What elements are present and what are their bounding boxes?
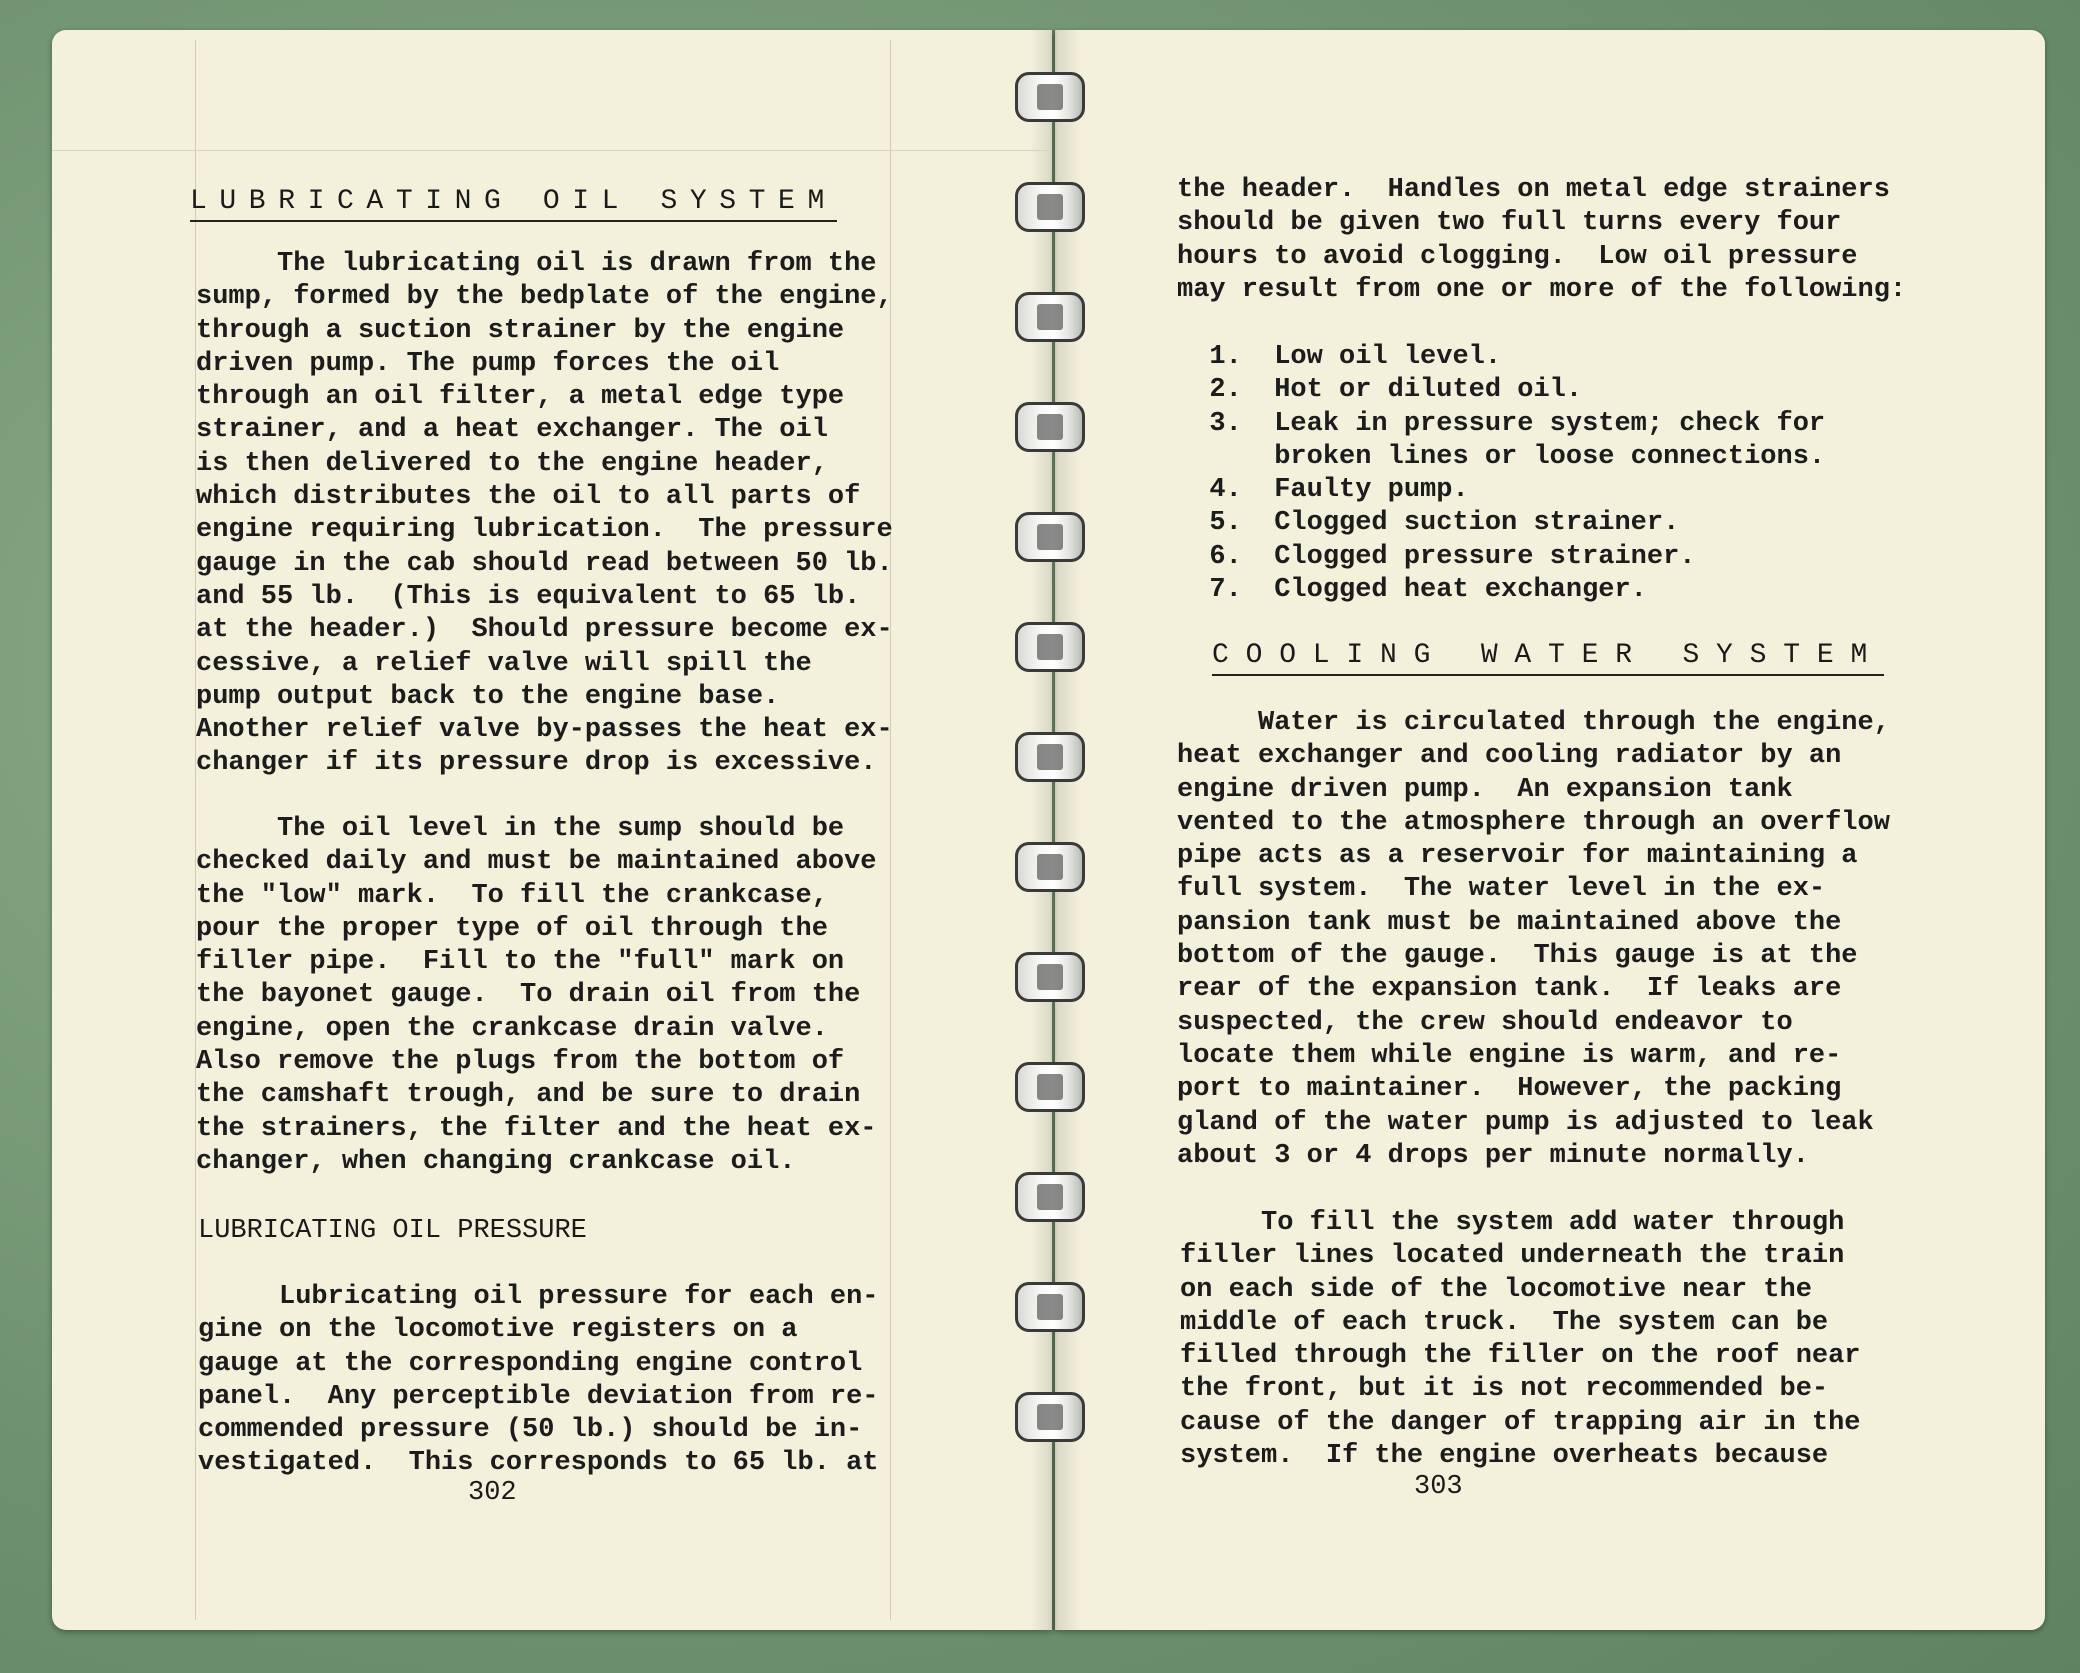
text-line: panel. Any perceptible deviation from re-: [198, 1381, 879, 1412]
text-line: gauge in the cab should read between 50 lb.: [196, 548, 893, 579]
text-line: the "low" mark. To fill the crankcase,: [196, 880, 828, 911]
text-line: the header. Handles on metal edge strainers: [1177, 175, 1890, 205]
text-line: The lubricating oil is drawn from the: [196, 249, 877, 279]
text-line: filled through the filler on the roof near: [1180, 1341, 1861, 1372]
binding-ring-slot: [1037, 414, 1063, 440]
text-line: about 3 or 4 drops per minute normally.: [1177, 1140, 1809, 1171]
text-line: 5. Clogged suction strainer.: [1177, 508, 1680, 539]
right-numbered-list: [1177, 341, 1825, 607]
binding-ring-slot: [1037, 744, 1063, 770]
text-line: on each side of the locomotive near the: [1180, 1274, 1812, 1305]
left-page-guide-top: [52, 150, 1052, 151]
text-line: engine, open the crankcase drain valve.: [196, 1013, 828, 1044]
binding-ring: [1007, 180, 1093, 236]
text-line: locate them while engine is warm, and re-: [1177, 1040, 1842, 1071]
left-page-number: 302: [468, 1478, 517, 1508]
text-line: gland of the water pump is adjusted to leak: [1177, 1107, 1874, 1138]
binding-ring: [1007, 1390, 1093, 1446]
binding-ring: [1007, 70, 1093, 126]
text-line: Another relief valve by-passes the heat ex-: [196, 715, 893, 746]
text-line: gine on the locomotive registers on a: [198, 1315, 798, 1346]
text-line: 3. Leak in pressure system; check for: [1177, 408, 1826, 439]
binding-ring: [1007, 1170, 1093, 1226]
text-line: the camshaft trough, and be sure to drain: [196, 1080, 861, 1111]
text-line: pour the proper type of oil through the: [196, 913, 828, 944]
text-line: full system. The water level in the ex-: [1177, 874, 1826, 905]
binding-ring-slot: [1037, 194, 1063, 220]
binding-ring-slot: [1037, 964, 1063, 990]
right-page-heading: COOLING WATER SYSTEM: [1212, 640, 1884, 676]
right-page-number: 303: [1414, 1472, 1463, 1502]
text-line: cessive, a relief valve will spill the: [196, 648, 812, 679]
text-line: engine driven pump. An expansion tank: [1177, 774, 1793, 805]
binding-ring: [1007, 840, 1093, 896]
text-line: through a suction strainer by the engine: [196, 315, 845, 346]
text-line: 6. Clogged pressure strainer.: [1177, 541, 1696, 572]
text-line: pump output back to the engine base.: [196, 681, 780, 712]
text-line: 2. Hot or diluted oil.: [1177, 375, 1583, 406]
text-line: which distributes the oil to all parts of: [196, 482, 861, 513]
text-line: 4. Faulty pump.: [1177, 475, 1469, 506]
binding-ring: [1007, 620, 1093, 676]
text-line: rear of the expansion tank. If leaks are: [1177, 974, 1842, 1005]
text-line: 1. Low oil level.: [1177, 342, 1502, 372]
binding-ring: [1007, 950, 1093, 1006]
text-line: vestigated. This corresponds to 65 lb. at: [198, 1448, 879, 1479]
text-line: gauge at the corresponding engine control: [198, 1348, 863, 1379]
binding-ring: [1007, 730, 1093, 786]
text-line: system. If the engine overheats because: [1180, 1441, 1829, 1472]
binding-ring: [1007, 400, 1093, 456]
binding-ring-slot: [1037, 84, 1063, 110]
text-line: heat exchanger and cooling radiator by an: [1177, 741, 1842, 772]
binding-ring: [1007, 290, 1093, 346]
binding-ring: [1007, 1060, 1093, 1116]
binding-ring-slot: [1037, 1404, 1063, 1430]
binding-ring-slot: [1037, 304, 1063, 330]
text-line: the strainers, the filter and the heat ex-: [196, 1113, 877, 1144]
text-line: filler lines located underneath the train: [1180, 1241, 1845, 1272]
left-para-2: [196, 813, 877, 1179]
text-line: checked daily and must be maintained above: [196, 847, 877, 878]
text-line: bottom of the gauge. This gauge is at the: [1177, 941, 1858, 972]
binding-ring-slot: [1037, 1074, 1063, 1100]
text-line: Lubricating oil pressure for each en-: [198, 1282, 879, 1312]
text-line: at the header.) Should pressure become ex-: [196, 615, 893, 646]
binding-ring-slot: [1037, 524, 1063, 550]
text-line: broken lines or loose connections.: [1177, 441, 1826, 472]
text-line: the bayonet gauge. To drain oil from the: [196, 980, 861, 1011]
binding-ring: [1007, 1280, 1093, 1336]
binding-ring-slot: [1037, 1184, 1063, 1210]
text-line: commended pressure (50 lb.) should be in-: [198, 1415, 863, 1446]
text-line: should be given two full turns every four: [1177, 208, 1842, 239]
text-line: is then delivered to the engine header,: [196, 448, 828, 479]
text-line: To fill the system add water through: [1180, 1208, 1845, 1238]
text-line: pipe acts as a reservoir for maintaining a: [1177, 841, 1858, 872]
text-line: suspected, the crew should endeavor to: [1177, 1007, 1793, 1038]
binding-ring-slot: [1037, 1294, 1063, 1320]
text-line: strainer, and a heat exchanger. The oil: [196, 415, 828, 446]
left-para-1: [196, 248, 893, 781]
text-line: The oil level in the sump should be: [196, 814, 845, 844]
text-line: hours to avoid clogging. Low oil pressure: [1177, 241, 1858, 272]
text-line: changer if its pressure drop is excessive.: [196, 748, 877, 779]
binding-ring-slot: [1037, 634, 1063, 660]
text-line: may result from one or more of the following:: [1177, 274, 1907, 305]
text-line: the front, but it is not recommended be-: [1180, 1374, 1829, 1405]
right-para-1: [1177, 174, 1906, 307]
text-line: pansion tank must be maintained above the: [1177, 907, 1842, 938]
text-line: port to maintainer. However, the packing: [1177, 1074, 1842, 1105]
text-line: filler pipe. Fill to the "full" mark on: [196, 947, 845, 978]
left-subheading: LUBRICATING OIL PRESSURE: [198, 1216, 587, 1246]
binding-ring-slot: [1037, 854, 1063, 880]
text-line: middle of each truck. The system can be: [1180, 1307, 1829, 1338]
right-para-2: [1177, 707, 1890, 1173]
text-line: cause of the danger of trapping air in the: [1180, 1407, 1861, 1438]
text-line: through an oil filter, a metal edge type: [196, 382, 845, 413]
left-para-3: [198, 1281, 879, 1481]
text-line: sump, formed by the bedplate of the engine,: [196, 282, 893, 313]
text-line: engine requiring lubrication. The pressure: [196, 515, 893, 546]
text-line: changer, when changing crankcase oil.: [196, 1146, 796, 1177]
text-line: driven pump. The pump forces the oil: [196, 348, 780, 379]
binding-ring: [1007, 510, 1093, 566]
text-line: Water is circulated through the engine,: [1177, 708, 1890, 738]
right-para-3: [1180, 1207, 1861, 1473]
text-line: and 55 lb. (This is equivalent to 65 lb.: [196, 581, 861, 612]
left-page-heading: LUBRICATING OIL SYSTEM: [190, 186, 837, 222]
text-line: 7. Clogged heat exchanger.: [1177, 575, 1647, 606]
text-line: Also remove the plugs from the bottom of: [196, 1047, 845, 1078]
text-line: vented to the atmosphere through an overflow: [1177, 807, 1890, 838]
